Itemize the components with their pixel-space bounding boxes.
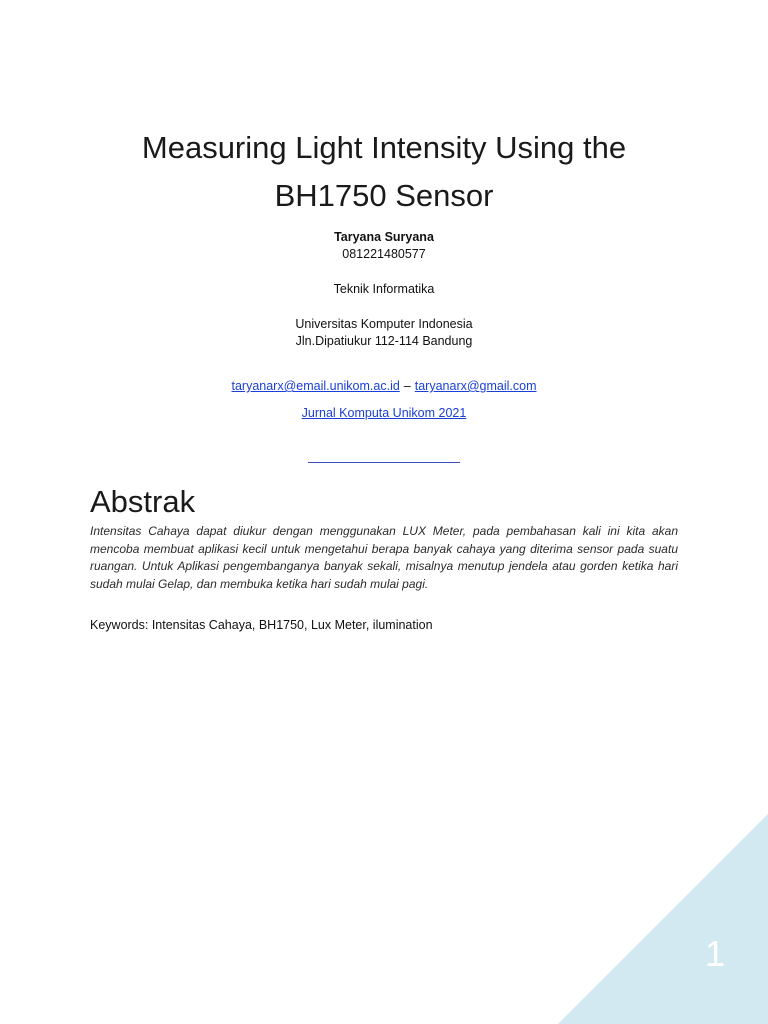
title-line-2: BH1750 Sensor bbox=[274, 178, 494, 213]
university-name: Universitas Komputer Indonesia bbox=[295, 317, 473, 331]
journal-link[interactable]: Jurnal Komputa Unikom 2021 bbox=[301, 406, 467, 420]
corner-triangle-decoration bbox=[558, 814, 768, 1024]
email-link-secondary[interactable]: taryanarx@gmail.com bbox=[414, 379, 537, 393]
email-separator: – bbox=[403, 379, 411, 393]
university-address: Jln.Dipatiukur 112-114 Bandung bbox=[295, 334, 473, 348]
page-number: 1 bbox=[704, 933, 726, 974]
author-name: Taryana Suryana bbox=[334, 230, 434, 244]
page-title bbox=[0, 124, 768, 220]
email-links bbox=[0, 378, 768, 395]
department: Teknik Informatika bbox=[333, 282, 435, 296]
corner-triangle-shape bbox=[558, 814, 768, 1024]
abstract-body: Intensitas Cahaya dapat diukur dengan menggunakan LUX Meter, pada pembahasan kali ini kita akan mencoba membuat aplikasi kecil untuk mengetahui berapa banyak cahaya yang diterima sensor pada suatu ruangan. Untuk Aplikasi pengembanganya banyak sekali, misalnya menutup jendela atau gorden ketika hari sudah mulai Gelap, dan membuka ketika hari sudah mulai pagi. bbox=[90, 524, 678, 591]
university-block bbox=[0, 316, 768, 350]
author-block bbox=[0, 229, 768, 263]
email-link-primary[interactable]: taryanarx@email.unikom.ac.id bbox=[231, 379, 400, 393]
author-phone: 081221480577 bbox=[342, 247, 426, 261]
keywords: Keywords: Intensitas Cahaya, BH1750, Lux Meter, ilumination bbox=[90, 618, 433, 632]
journal-block bbox=[0, 405, 768, 422]
abstract-heading: Abstrak bbox=[90, 484, 196, 519]
title-line-1: Measuring Light Intensity Using the bbox=[141, 130, 627, 165]
divider-line bbox=[308, 462, 460, 463]
